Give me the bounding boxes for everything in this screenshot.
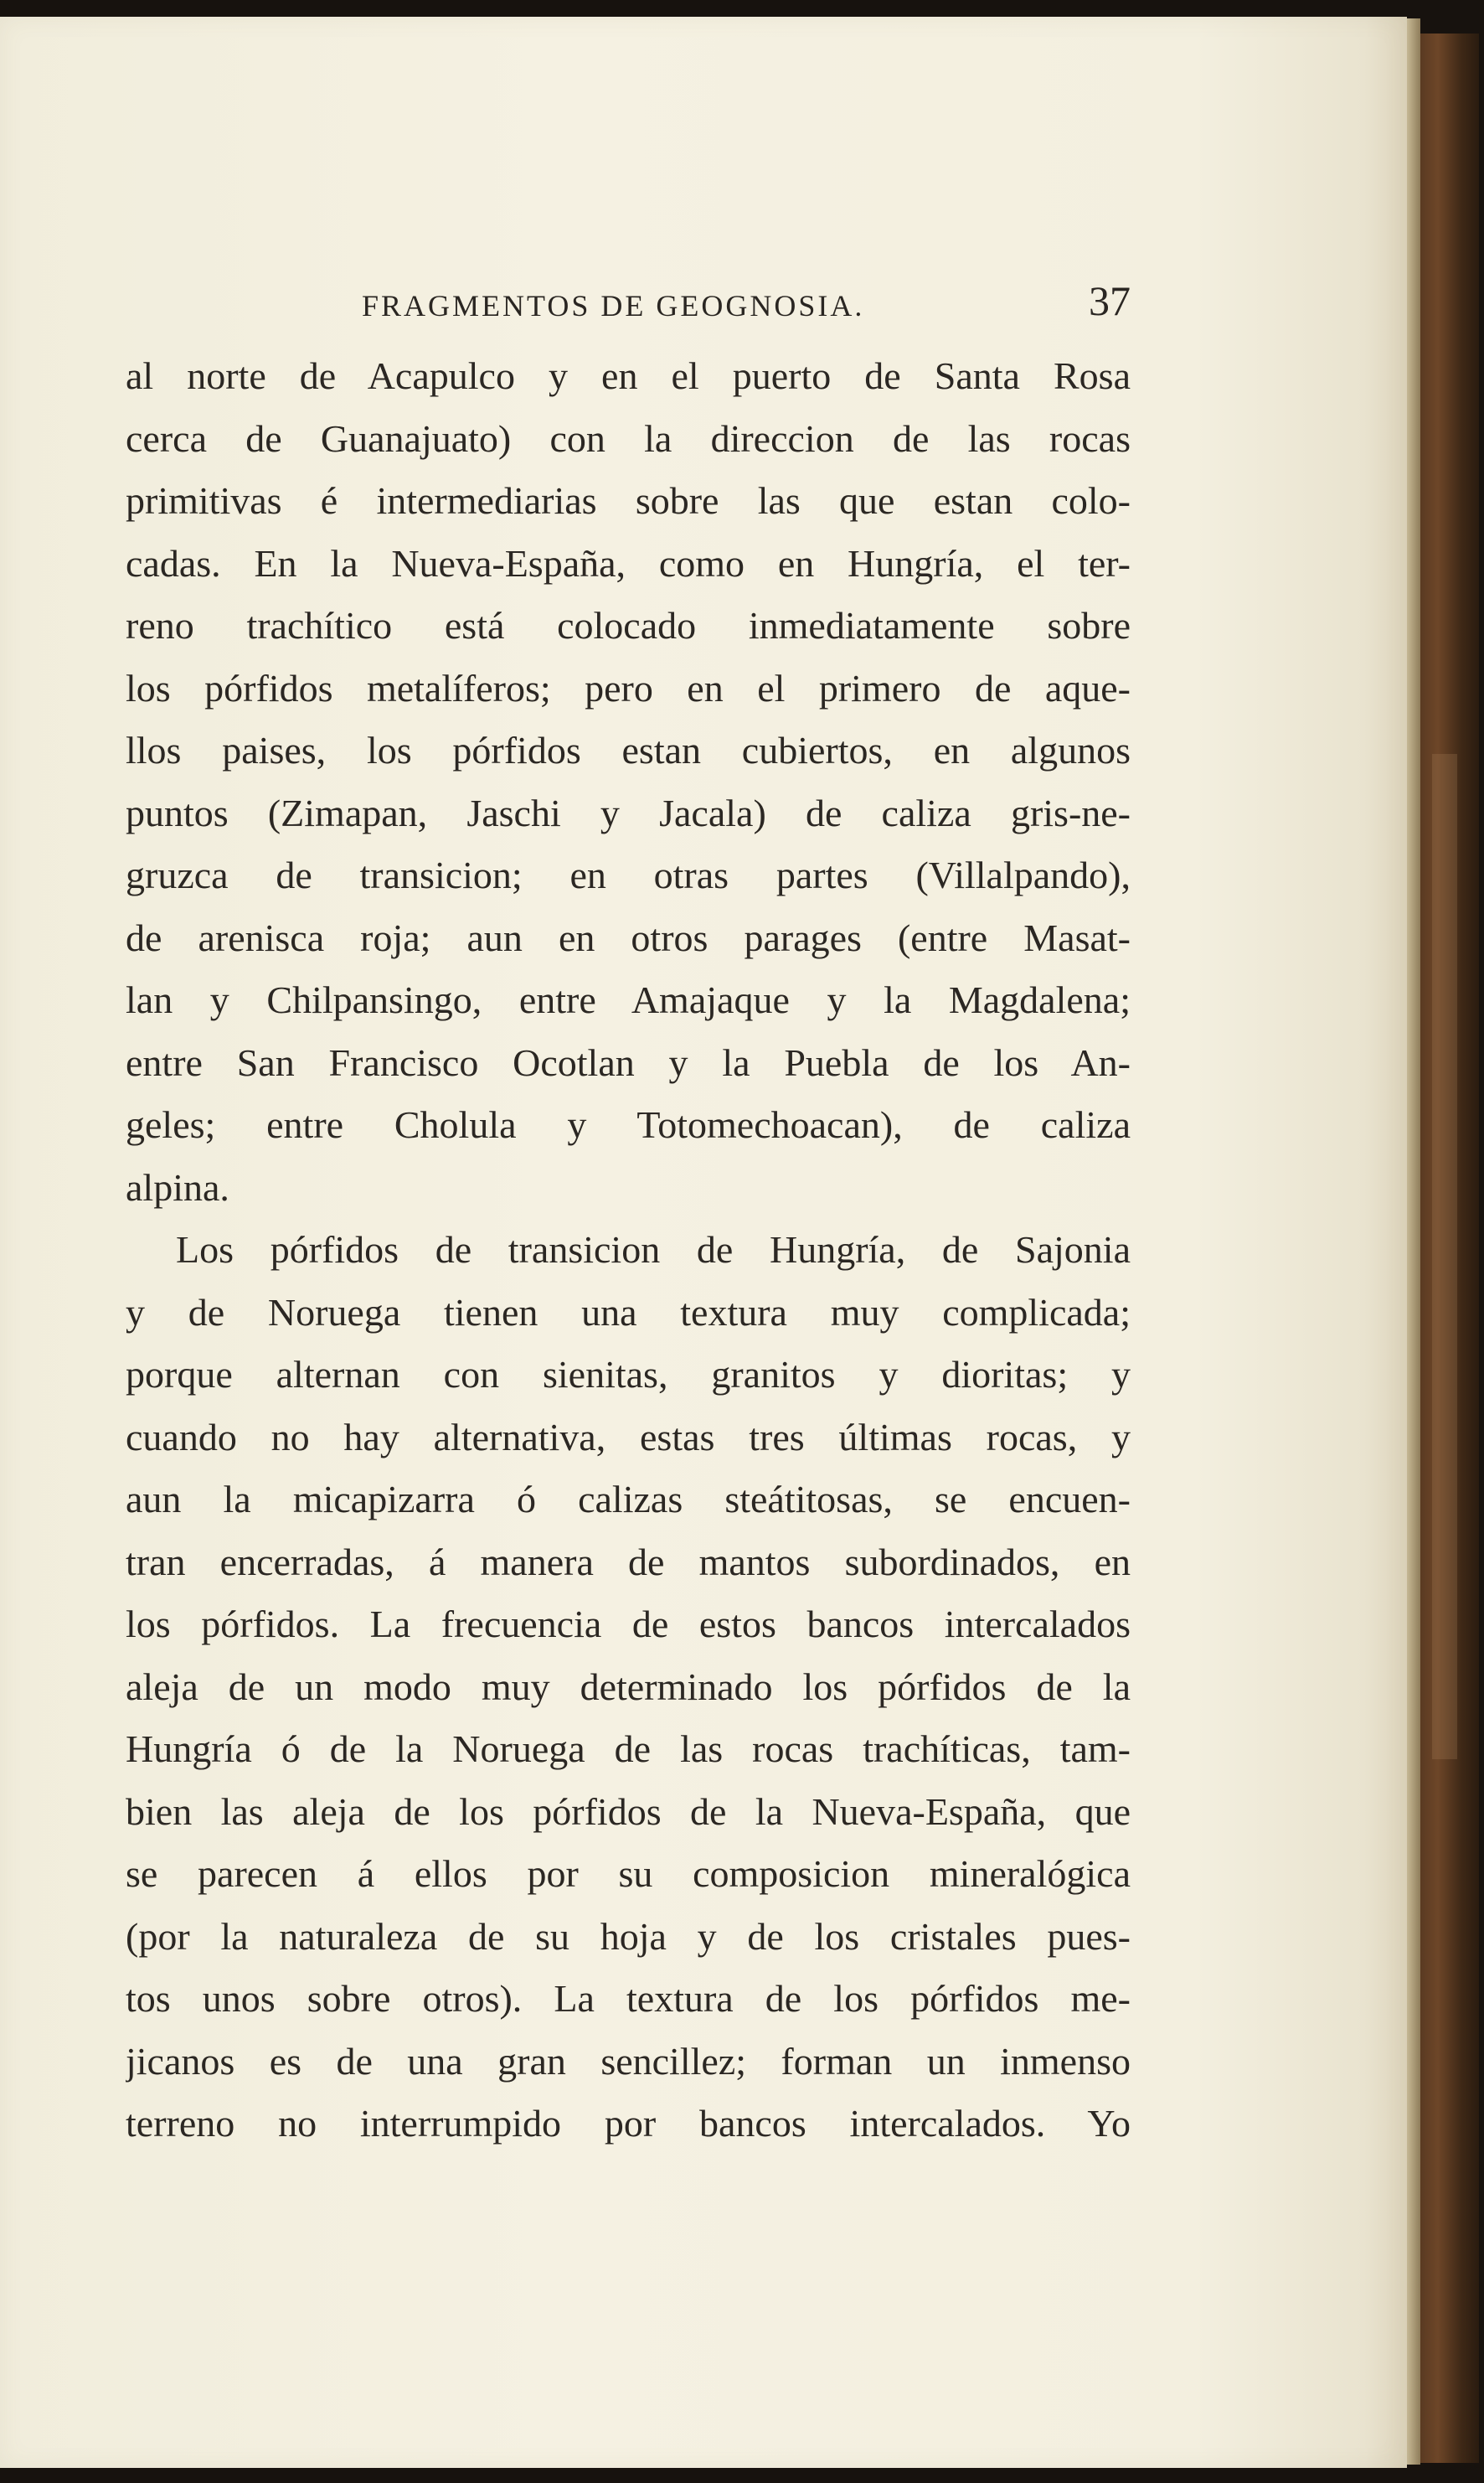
running-head: FRAGMENTOS DE GEOGNOSIA. [362,289,865,323]
text-line: tos unos sobre otros). La textura de los pórfidos me- [126,1977,1131,2020]
text-line: geles; entre Cholula y Totomechoacan), de caliza [126,1103,1131,1146]
text-line: de arenisca roja; aun en otros parages (entre Masat- [126,916,1131,959]
text-line: aleja de un modo muy determinado los pórfidos de la [126,1665,1131,1708]
text-line: se parecen á ellos por su composicion mineralógica [126,1852,1131,1895]
text-line: entre San Francisco Ocotlan y la Puebla de los An- [126,1040,1131,1084]
body-text [126,345,1131,2155]
text-line: (por la naturaleza de su hoja y de los cristales pues- [126,1914,1131,1958]
text-line: cerca de Guanajuato) con la direccion de las rocas [126,416,1131,460]
text-line: jicanos es de una gran sencillez; forman un inmenso [126,2039,1131,2083]
paragraph-start-line: Los pórfidos de transicion de Hungría, de Sajonia [176,1228,1131,1271]
text-line: al norte de Acapulco y en el puerto de Santa Rosa [126,354,1131,397]
text-line: cadas. En la Nueva-España, como en Hungría, el ter- [126,541,1131,585]
text-line: porque alternan con sienitas, granitos y dioritas; y [126,1353,1131,1396]
text-line: bien las aleja de los pórfidos de la Nueva-España, que [126,1789,1131,1833]
binding-highlight [1432,754,1457,1759]
text-line: llos paises, los pórfidos estan cubiertos, en algunos [126,729,1131,772]
text-line: lan y Chilpansingo, entre Amajaque y la Magdalena; [126,978,1131,1021]
text-line: tran encerradas, á manera de mantos subordinados, en [126,1540,1131,1583]
text-line: los pórfidos. La frecuencia de estos bancos intercalados [126,1603,1131,1645]
text-line: Hungría ó de la Noruega de las rocas trachíticas, tam- [126,1727,1131,1770]
paragraph-end-line: alpina. [126,1165,229,1209]
text-line: los pórfidos metalíferos; pero en el primero de aque- [126,666,1131,710]
text-line: reno trachítico está colocado inmediatamente sobre [126,604,1131,647]
text-line: gruzca de transicion; en otras partes (Villalpando), [126,854,1131,896]
text-line: y de Noruega tienen una textura muy complicada; [126,1290,1131,1334]
text-line: terreno no interrumpido por bancos intercalados. Yo [126,2102,1131,2145]
text-line: puntos (Zimapan, Jaschi y Jacala) de caliza gris-ne- [126,791,1131,834]
book-page [0,17,1407,2468]
text-line: aun la micapizarra ó calizas steátitosas, se encuen- [126,1478,1131,1520]
text-line: cuando no hay alternativa, estas tres últimas rocas, y [126,1415,1131,1458]
page-header [126,276,1131,327]
text-line: primitivas é intermediarias sobre las que estan colo- [126,479,1131,522]
page-number: 37 [1089,277,1131,324]
